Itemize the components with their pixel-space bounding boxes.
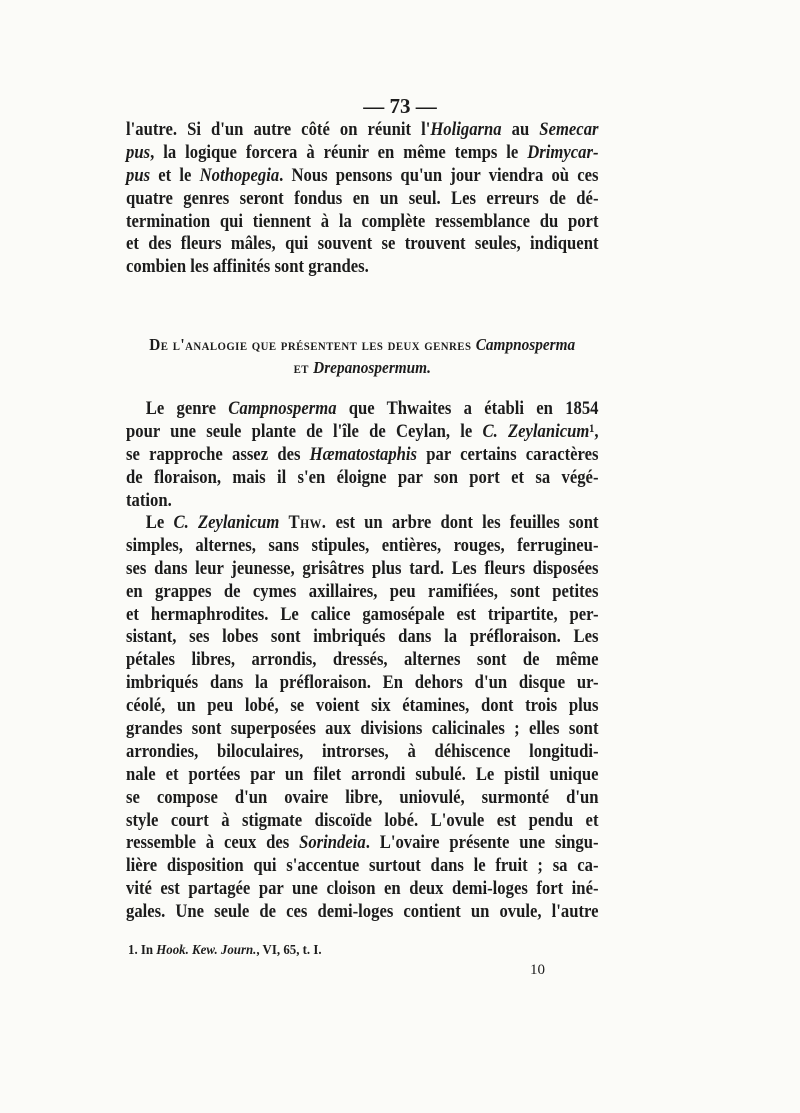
text-run: lière disposition qui s'accentue surtout dans le fruit ; sa ca- [126, 856, 599, 877]
text-line [126, 855, 599, 878]
text-run: simples, alternes, sans stipules, entières, rouges, ferrugineu- [126, 535, 599, 556]
italic-text: Holigarna [430, 120, 502, 140]
italic-text: Hook. Kew. Journ. [156, 943, 257, 958]
text-run: arrondies, biloculaires, introrses, à déhiscence longitudi- [126, 741, 599, 762]
text-run: sistant, ses lobes sont imbriqués dans la préfloraison. Les [126, 627, 599, 648]
text-run: , VI, 65, t. I. [256, 943, 322, 958]
italic-text: Sorindeia [299, 833, 366, 854]
text-line [126, 581, 599, 604]
text-run: se compose d'un ovaire libre, uniovulé, surmonté d'un [126, 787, 599, 808]
text-run: De l'analogie que présentent les deux genres [149, 335, 476, 354]
text-line [126, 444, 599, 467]
signature-mark: 10 [530, 962, 545, 978]
italic-text: Drimycar- [527, 142, 599, 163]
italic-text: Nothopegia [199, 165, 280, 186]
text-run: tation. [126, 490, 172, 511]
text-run: Le genre [145, 399, 229, 419]
text-run [279, 513, 288, 533]
text-run: nale et portées par un filet arrondi subulé. Le pistil unique [126, 764, 599, 785]
text-line [126, 165, 599, 188]
text-run: et le [150, 165, 200, 186]
text-line [126, 188, 599, 211]
text-line [126, 535, 599, 558]
text-line [126, 357, 599, 380]
text-run: imbriqués dans la préfloraison. En dehors d'un disque ur- [126, 673, 599, 694]
text-line [126, 626, 599, 649]
text-run: de floraison, mais il s'en éloigne par son port et sa végé- [126, 467, 599, 488]
text-line [126, 764, 599, 787]
text-line [126, 741, 599, 764]
text-run: et hermaphrodites. Le calice gamosépale est tripartite, per- [126, 604, 599, 625]
text-run: 1. In [128, 943, 157, 958]
text-line [126, 718, 599, 741]
text-line [126, 901, 599, 924]
text-run: se rapproche assez des [126, 444, 310, 465]
text-run: que Thwaites a établi en 1854 [336, 399, 599, 419]
paragraph-1 [126, 119, 599, 279]
text-run: ¹, [589, 421, 599, 442]
paragraph-2 [126, 398, 599, 512]
text-run: et [293, 357, 314, 377]
footnote [128, 943, 322, 959]
section-heading [126, 334, 599, 380]
text-line [126, 832, 599, 855]
text-run: pétales libres, arrondis, dressés, alternes sont de même [126, 650, 599, 671]
text-line [126, 467, 599, 490]
text-run: ses dans leur jeunesse, grisâtres plus tard. Les fleurs disposées [126, 558, 599, 579]
text-line [126, 398, 599, 421]
text-run: gales. Une seule de ces demi-loges contient un ovule, l'autre [126, 902, 599, 923]
italic-text: C. Zeylanicum [173, 513, 280, 533]
text-line [126, 649, 599, 672]
text-run: . Nous pensons qu'un jour viendra où ces [279, 165, 599, 186]
italic-text: pus [126, 142, 151, 163]
italic-text: Drepanospermum. [313, 357, 431, 377]
text-run: céolé, un peu lobé, se voient six étamines, dont trois plus [126, 696, 599, 717]
text-run: termination qui tiennent à la complète ressemblance du port [126, 211, 599, 232]
paragraph-3 [126, 512, 599, 924]
text-run: vité est partagée par une cloison en deux demi-loges fort iné- [126, 879, 599, 900]
text-line [126, 490, 599, 513]
text-line [126, 233, 599, 256]
text-run: ressemble à ceux des [126, 833, 300, 854]
text-run: l'autre. Si d'un autre côté on réunit l' [126, 120, 431, 140]
text-run: , la logique forcera à réunir en même temps le [150, 142, 528, 163]
text-run: par certains caractères [417, 444, 599, 465]
text-run: est un arbre dont les feuilles sont [326, 513, 599, 533]
text-line [126, 604, 599, 627]
page-number: — 73 — [363, 94, 437, 118]
italic-text: C. Zeylanicum [482, 421, 590, 442]
text-run: pour une seule plante de l'île de Ceylan, le [126, 421, 483, 442]
text-line [126, 878, 599, 901]
italic-text: Hæmatostaphis [309, 444, 418, 465]
text-line [126, 672, 599, 695]
text-line [126, 119, 599, 142]
text-line [126, 211, 599, 234]
text-run: grandes sont superposées aux divisions calicinales ; elles sont [126, 719, 599, 740]
text-run: style court à stigmate discoïde lobé. L'ovule est pendu et [126, 810, 599, 831]
text-run: . L'ovaire présente une singu- [365, 833, 599, 854]
text-line [126, 695, 599, 718]
text-line [126, 810, 599, 833]
text-line [126, 558, 599, 581]
text-run: et des fleurs mâles, qui souvent se trouvent seules, indiquent [126, 234, 599, 255]
text-run: en grappes de cymes axillaires, peu ramifiées, sont petites [126, 581, 599, 602]
text-run: combien les affinités sont grandes. [126, 257, 369, 278]
italic-text: Campnosperma [228, 399, 337, 419]
text-run: quatre genres seront fondus en un seul. Les erreurs de dé- [126, 188, 599, 209]
text-run: Le [145, 513, 174, 533]
text-line [126, 334, 599, 357]
text-line [126, 512, 599, 535]
italic-text: Campnosperma [475, 335, 576, 354]
italic-text: Semecar [539, 120, 599, 140]
text-line [126, 256, 599, 279]
text-line [126, 142, 599, 165]
italic-text: pus [126, 165, 151, 186]
text-line [126, 421, 599, 444]
text-run: au [501, 120, 540, 140]
text-run: Thw. [288, 513, 327, 533]
text-line [126, 787, 599, 810]
